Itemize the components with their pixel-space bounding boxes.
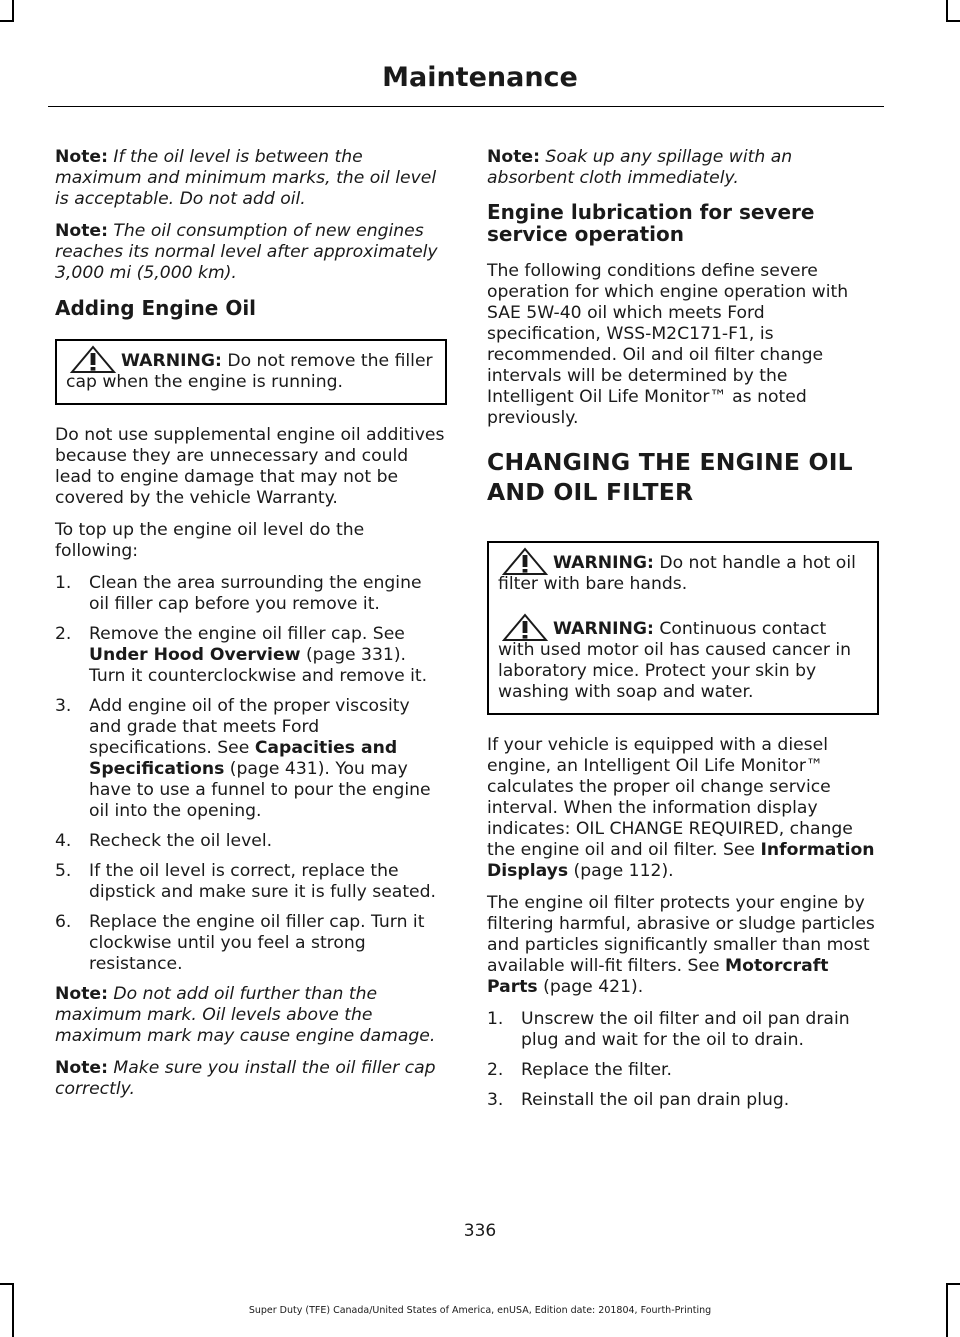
paragraph: Do not use supplemental engine oil additives because they are unnecessary and could lead to engine damage that may not be covered by the vehicle Warranty. — [55, 425, 445, 508]
steps-list — [55, 573, 447, 975]
crop-mark — [948, 20, 960, 22]
warning-box — [487, 541, 879, 715]
cross-reference-link[interactable]: Under Hood Overview — [89, 645, 301, 665]
section-heading: Adding Engine Oil — [55, 296, 257, 320]
page-number: 336 — [463, 1221, 497, 1241]
list-item: 6. Replace the engine oil filler cap. Turn it clockwise until you feel a strong resistance. — [55, 912, 425, 974]
crop-mark — [946, 0, 948, 22]
cross-reference-link[interactable]: Motorcraft Parts — [487, 956, 829, 997]
warning: WARNING: Do not handle a hot oil filter with bare hands. — [498, 553, 868, 595]
paragraph: The engine oil filter protects your engine by filtering harmful, abrasive or sludge particles and particles significantly smaller than most available will-fit filters. See Motorcraft Parts (page 421). — [487, 893, 875, 997]
note: Note: If the oil level is between the maximum and minimum marks, the oil level is acceptable. Do not add oil. — [55, 147, 437, 209]
steps-list — [487, 1009, 879, 1111]
header-rule — [48, 106, 884, 107]
warning-triangle-icon — [500, 613, 550, 643]
list-item: 1. Clean the area surrounding the engine oil filler cap before you remove it. — [55, 573, 422, 614]
note: Note: Soak up any spillage with an absorbent cloth immediately. — [487, 147, 793, 188]
warning-triangle-icon — [500, 547, 550, 577]
list-item: 2. Remove the engine oil filler cap. See Under Hood Overview (page 331). Turn it counterclockwise and remove it. — [55, 624, 428, 686]
crop-mark — [0, 20, 12, 22]
warning: WARNING: Continuous contact with used motor oil has caused cancer in laboratory mice. Protect your skin by washing with soap and water. — [498, 619, 868, 703]
warning-box — [55, 339, 447, 405]
list-item: 3. Reinstall the oil pan drain plug. — [487, 1090, 790, 1110]
warning-triangle-icon — [68, 345, 118, 375]
list-item: 1. Unscrew the oil filter and oil pan drain plug and wait for the oil to drain. — [487, 1009, 850, 1050]
list-item: 5. If the oil level is correct, replace the dipstick and make sure it is fully seated. — [55, 861, 437, 902]
cross-reference-link[interactable]: Information Displays — [487, 840, 875, 881]
edition-footer: Super Duty (TFE) Canada/United States of America, enUSA, Edition date: 201804, Fourth-Printing — [248, 1305, 712, 1316]
paragraph: If your vehicle is equipped with a diesel engine, an Intelligent Oil Life Monitor™ calculates the proper oil change service interval. When the information display indicates: OIL CHANGE REQUIRED, change the engine oil and oil filter. See Information Displays (page 112). — [487, 735, 875, 881]
section-heading: CHANGING THE ENGINE OIL AND OIL FILTER — [487, 448, 853, 506]
list-item: 3. Add engine oil of the proper viscosity and grade that meets Ford specifications. See Capacities and Specifications (page 431). You may have to use a funnel to pour the engine oil into the opening. — [55, 696, 431, 821]
right-column — [487, 147, 879, 1120]
crop-mark — [12, 0, 14, 22]
warning: WARNING: Do not remove the filler cap when the engine is running. — [66, 351, 436, 393]
left-column — [55, 147, 447, 1111]
note: Note: Do not add oil further than the maximum mark. Oil levels above the maximum mark may cause engine damage. — [55, 984, 436, 1046]
subsection-heading: Engine lubrication for severe service operation — [487, 200, 815, 246]
crop-mark — [0, 1283, 12, 1285]
note: Note: The oil consumption of new engines reaches its normal level after approximately 3,000 mi (5,000 km). — [55, 221, 438, 283]
page-header-title: Maintenance — [382, 62, 578, 93]
cross-reference-link[interactable]: Capacities and Specifications — [89, 738, 398, 779]
crop-mark — [948, 1283, 960, 1285]
list-item: 4. Recheck the oil level. — [55, 831, 273, 851]
paragraph: The following conditions define severe operation for which engine operation with SAE 5W-40 oil which meets Ford specification, WSS-M2C171-F1, is recommended. Oil and oil filter change intervals will be determined by the Intelligent Oil Life Monitor™ as noted previously. — [487, 261, 849, 428]
note: Note: Make sure you install the oil filler cap correctly. — [55, 1058, 436, 1099]
list-item: 2. Replace the filter. — [487, 1060, 672, 1080]
paragraph: To top up the engine oil level do the following: — [55, 520, 365, 561]
